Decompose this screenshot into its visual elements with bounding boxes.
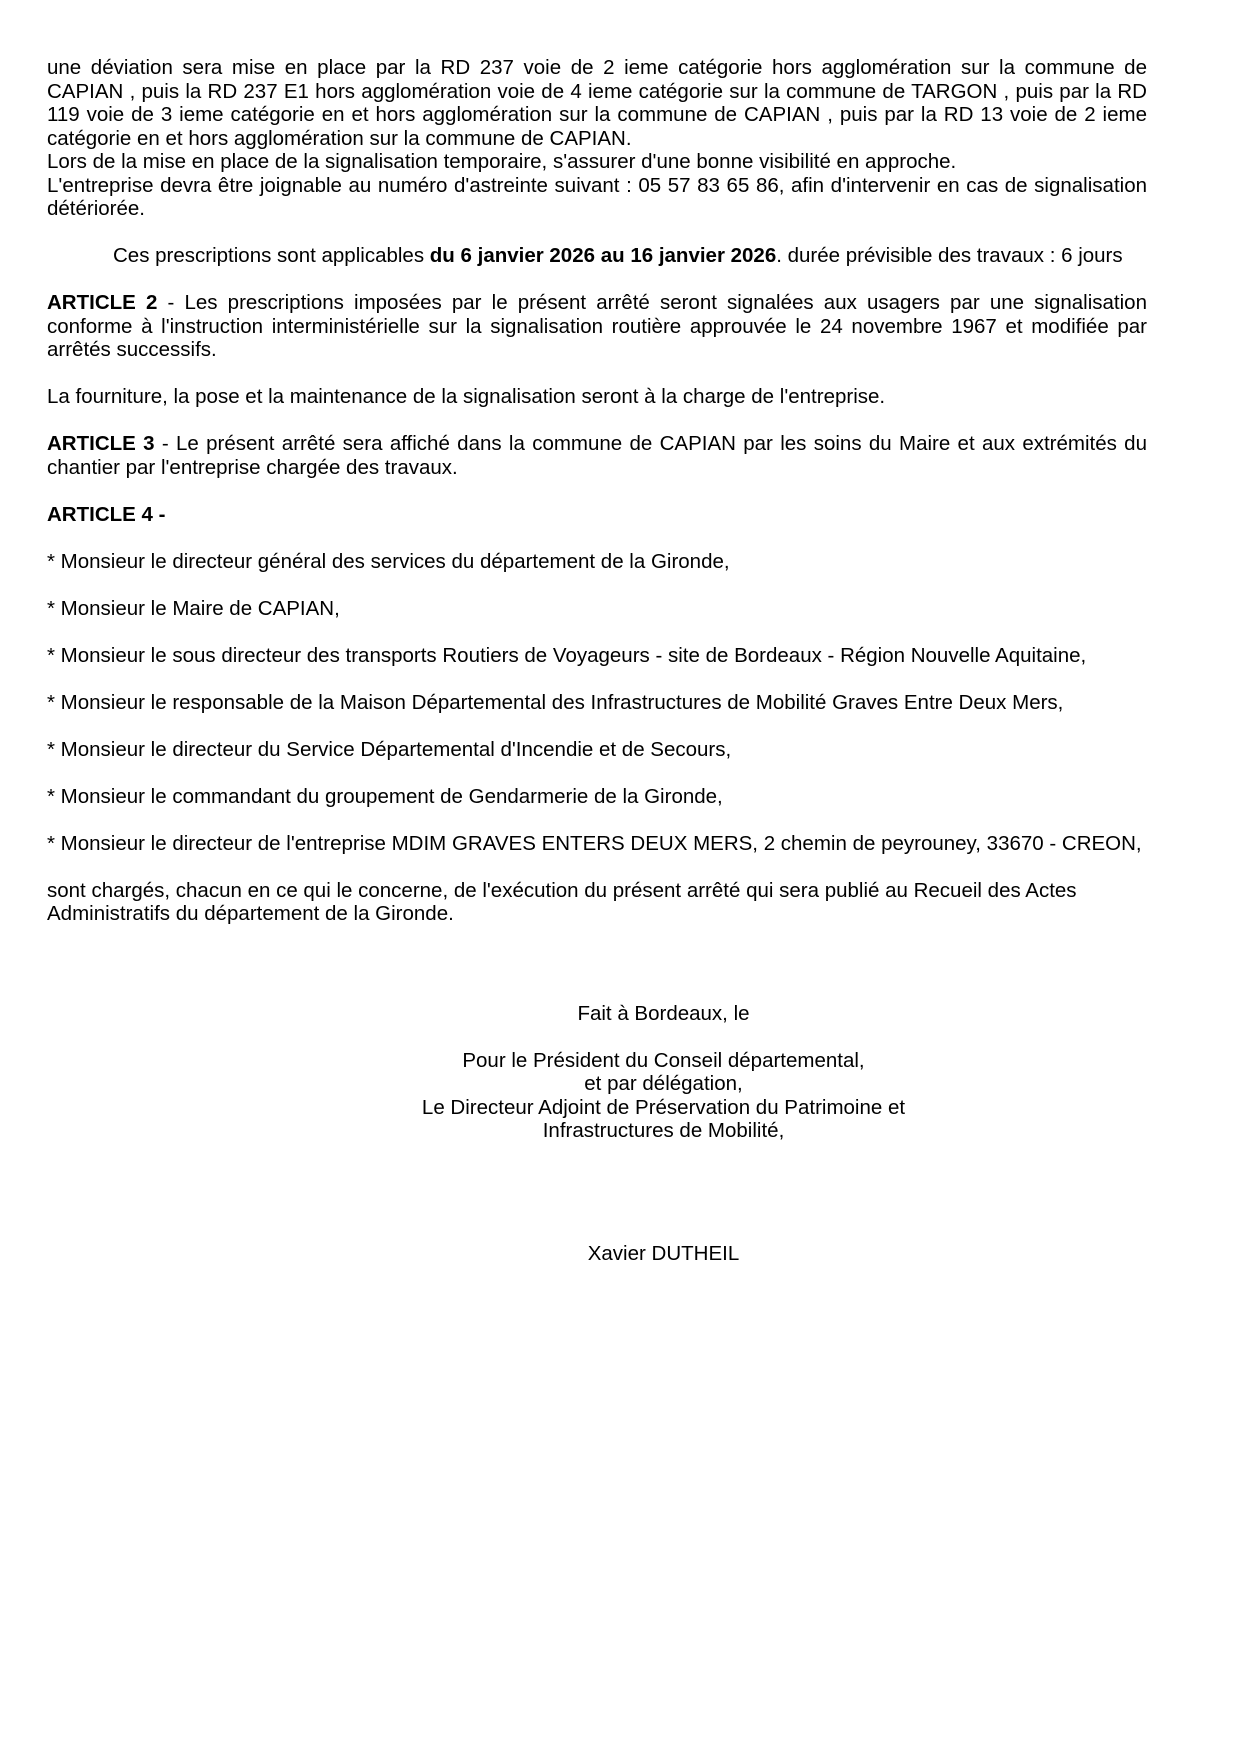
prescriptions-prefix: Ces prescriptions sont applicables	[113, 244, 430, 267]
paragraph-deviation: une déviation sera mise en place par la RD 237 voie de 2 ieme catégorie hors agglomération sur la commune de CAPIAN , puis la RD 237 E1 hors agglomération voie de 4 ieme catégorie sur la commune de TARGON , puis par la RD 119 voie de 3 ieme catégorie en et hors agglomération sur la commune de CAPIAN , puis par la RD 13 voie de 2 ieme catégorie en et hors agglomération sur la commune de CAPIAN.	[47, 56, 1147, 150]
prescriptions-dates: du 6 janvier 2026 au 16 janvier 2026	[429, 244, 777, 267]
signature-title-line4: Infrastructures de Mobilité,	[542, 1119, 785, 1142]
paragraph-article4	[47, 503, 1147, 527]
recipient-maire: * Monsieur le Maire de CAPIAN,	[47, 596, 340, 620]
article4-label: ARTICLE 4 -	[47, 502, 166, 526]
paragraph-astreinte: L'entreprise devra être joignable au numéro d'astreinte suivant : 05 57 83 65 86, afin d'intervenir en cas de signalisation détériorée.	[47, 173, 1147, 220]
paragraph-article2	[47, 291, 1147, 362]
recipient-directeur-entreprise: * Monsieur le directeur de l'entreprise MDIM GRAVES ENTERS DEUX MERS, 2 chemin de peyrouney, 33670 - CREON,	[47, 831, 1142, 855]
signature-title-line2: et par délégation,	[584, 1072, 743, 1095]
paragraph-fourniture: La fourniture, la pose et la maintenance de la signalisation seront à la charge de l'entreprise.	[47, 385, 886, 408]
article3-body: - Le présent arrêté sera affiché dans la commune de CAPIAN par les soins du Maire et aux extrémités du chantier par l'entreprise chargée des travaux.	[47, 432, 1147, 479]
recipient-directeur-sdis: * Monsieur le directeur du Service Départemental d'Incendie et de Secours,	[47, 737, 732, 761]
recipient-responsable-maison-departementale: * Monsieur le responsable de la Maison Départemental des Infrastructures de Mobilité Graves Entre Deux Mers,	[47, 690, 1064, 714]
paragraph-article3	[47, 432, 1147, 479]
prescriptions-suffix: . durée prévisible des travaux : 6 jours	[776, 244, 1123, 267]
paragraph-prescriptions	[47, 244, 1147, 268]
recipient-directeur-general: * Monsieur le directeur général des services du département de la Gironde,	[47, 549, 730, 573]
signature-area	[180, 1002, 1147, 1266]
paragraph-visibilite: Lors de la mise en place de la signalisation temporaire, s'assurer d'une bonne visibilité en approche.	[47, 150, 957, 173]
recipient-commandant-gendarmerie: * Monsieur le commandant du groupement de Gendarmerie de la Gironde,	[47, 784, 723, 808]
paragraph-charges: sont chargés, chacun en ce qui le concerne, de l'exécution du présent arrêté qui sera publié au Recueil des Actes Administratifs du département de la Gironde.	[47, 878, 1077, 925]
signature-place-date: Fait à Bordeaux, le	[577, 1001, 750, 1025]
article3-label: ARTICLE 3	[47, 432, 155, 455]
recipient-sous-directeur-transports: * Monsieur le sous directeur des transports Routiers de Voyageurs - site de Bordeaux - Région Nouvelle Aquitaine,	[47, 643, 1087, 667]
signature-title-block	[180, 1049, 1147, 1143]
signature-name: Xavier DUTHEIL	[587, 1241, 740, 1265]
signature-title-line3: Le Directeur Adjoint de Préservation du Patrimoine et	[421, 1095, 906, 1119]
article2-label: ARTICLE 2	[47, 291, 158, 314]
signature-title-line1: Pour le Président du Conseil départemental,	[462, 1048, 865, 1072]
article2-body: - Les prescriptions imposées par le présent arrêté seront signalées aux usagers par une signalisation conforme à l'instruction interministérielle sur la signalisation routière approuvée le 24 novembre 1967 et modifiée par arrêtés successifs.	[47, 291, 1147, 361]
